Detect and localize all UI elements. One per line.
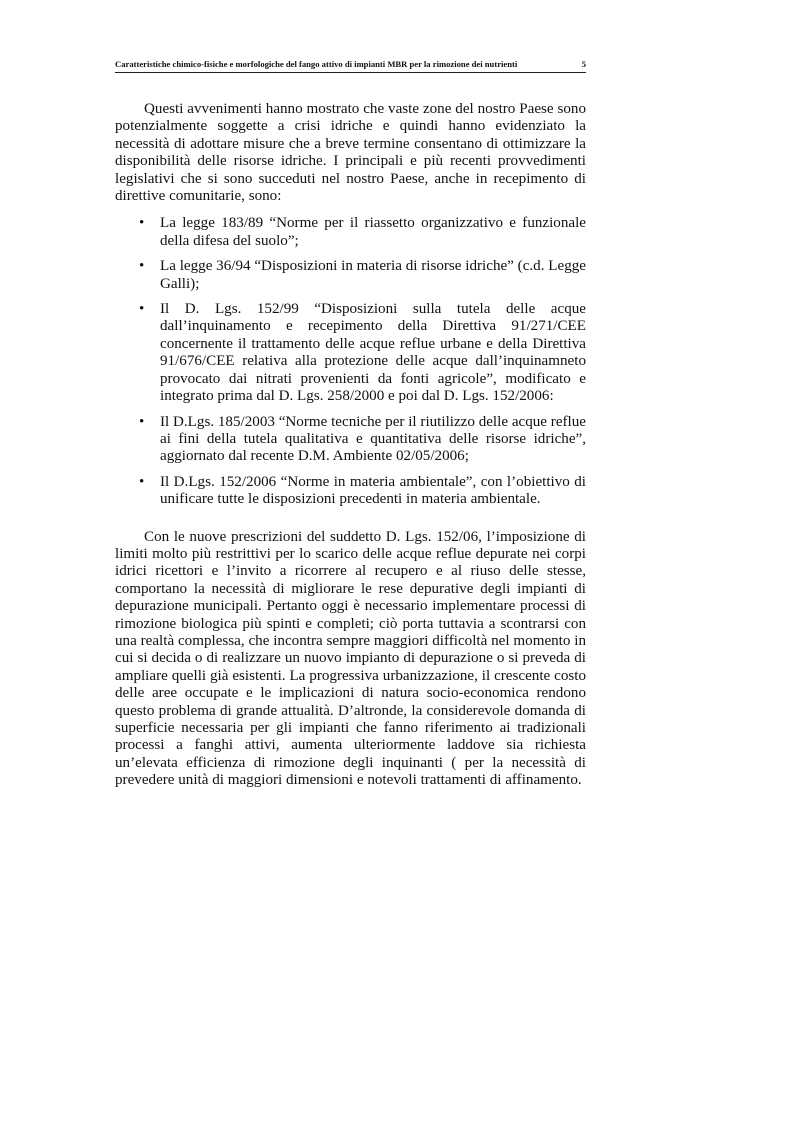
list-item (115, 414, 586, 466)
bullet-icon: • (139, 258, 145, 275)
page-body (115, 101, 586, 790)
header-title: Caratteristiche chimico-fisiche e morfologiche del fango attivo di impianti MBR per la rimozione dei nutrienti (115, 59, 518, 69)
page-number: 5 (581, 59, 586, 69)
list-item (115, 258, 586, 293)
list-item-text: Il D. Lgs. 152/99 “Disposizioni sulla tutela delle acque dall’inquinamento e recepimento della Direttiva 91/271/CEE concernente il trattamento delle acque reflue urbane e della Direttiva 91/676/CEE relativa alla protezione delle acque dall’inquinamneto provocato dai nitrati provenienti da fonti agricole”, modificato e integrato prima dal D. Lgs. 258/2000 e poi dal D. Lgs. 152/2006: (160, 301, 586, 405)
bullet-icon: • (139, 473, 145, 490)
list-item (115, 215, 586, 250)
list-item-text: Il D.Lgs. 152/2006 “Norme in materia ambientale”, con l’obiettivo di unificare tutte le disposizioni precedenti in materia ambientale. (160, 473, 586, 508)
list-item-text: La legge 183/89 “Norme per il riassetto organizzativo e funzionale della difesa del suolo”; (160, 215, 586, 249)
paragraph-regulations: Con le nuove prescrizioni del suddetto D. Lgs. 152/06, l’imposizione di limiti molto più restrittivi per lo scarico delle acque reflue depurate nei corpi idrici ricettori e l’invito a ricorrere al recupero e al riuso delle stesse, comportano la necessità di migliorare le rese depurative degli impianti di depurazione municipali. Pertanto oggi è necessario implementare processi di rimozione biologica più spinti e completi; ciò porta tuttavia a scontrarsi con una realtà complessa, che incontra sempre maggiori difficoltà nel momento in cui si decida o di realizzare un nuovo impianto di depurazione o si preveda di ampliare quelli già esistenti. La progressiva urbanizzazione, il crescente costo delle aree occupate e le implicazioni di natura socio-economica rendono questo problema di grande attualità. D’altronde, la considerevole domanda di superficie necessaria per gli impianti che fanno riferimento ai tradizionali processi a fanghi attivi, aumenta ulteriormente laddove sia richiesta un’elevata efficienza di rimozione degli inquinanti ( per la necessità di prevedere unità di maggiori dimensioni e notevoli trattamenti di affinamento. (115, 528, 586, 789)
legislation-list (115, 215, 586, 508)
running-header (115, 58, 586, 73)
list-item (115, 474, 586, 509)
list-item-text: Il D.Lgs. 185/2003 “Norme tecniche per il riutilizzo delle acque reflue ai fini della tutela qualitativa e quantitativa delle risorse idriche”, aggiornato dal recente D.M. Ambiente 02/05/2006; (160, 413, 586, 465)
bullet-icon: • (139, 301, 145, 318)
bullet-icon: • (139, 215, 145, 232)
paragraph-intro: Questi avvenimenti hanno mostrato che vaste zone del nostro Paese sono potenzialmente soggette a crisi idriche e quindi hanno evidenziato la necessità di adottare misure che a breve termine consentano di ottimizzare la disponibilità delle risorse idriche. I principali e più recenti provvedimenti legislativi che si sono succeduti nel nostro Paese, anche in recepimento di direttive comunitarie, sono: (115, 101, 586, 205)
list-item (115, 301, 586, 405)
bullet-icon: • (139, 413, 145, 430)
list-item-text: La legge 36/94 “Disposizioni in materia di risorse idriche” (c.d. Legge Galli); (160, 258, 586, 292)
